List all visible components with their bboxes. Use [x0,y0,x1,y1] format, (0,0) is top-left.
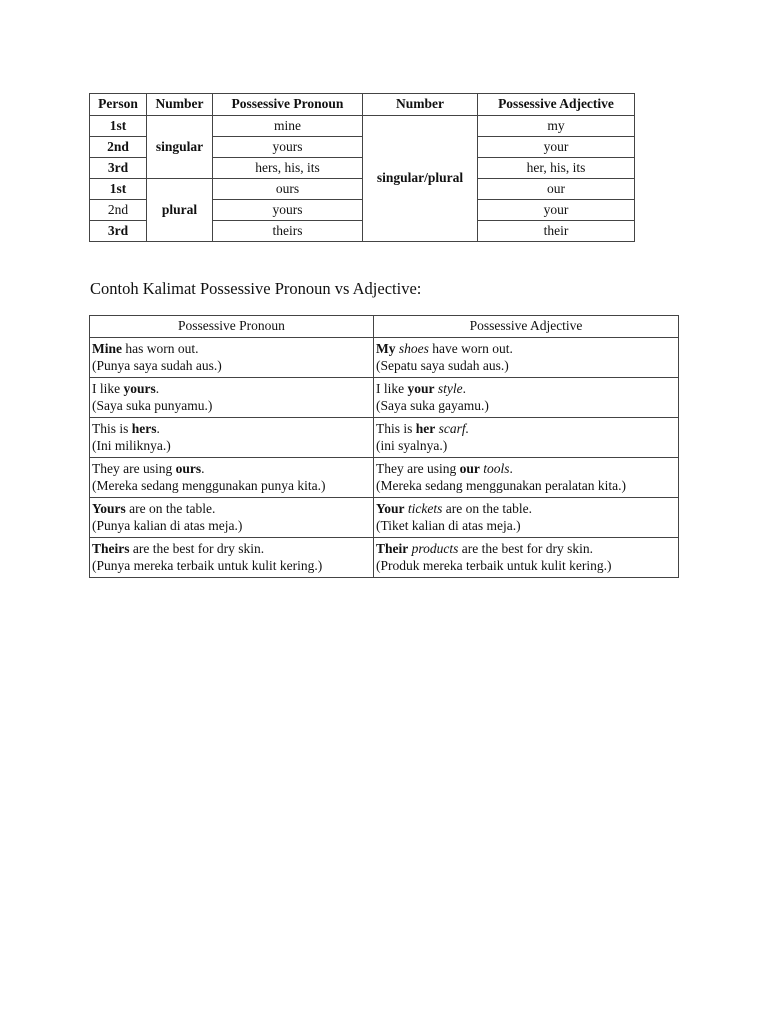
noun-word: products [411,541,459,557]
example-translation: (Punya mereka terbaik untuk kulit kering.) [92,557,323,573]
possessive-word: yours [123,381,156,397]
sentence-prefix: I like [92,381,124,397]
adjective-cell: your [478,200,635,221]
person-cell: 1st [90,116,147,137]
adjective-example-cell [374,378,679,418]
sentence-rest: are on the table. [442,501,532,517]
header-number-adjective: Number [363,94,478,116]
header-possessive-pronoun: Possessive Pronoun [213,94,363,116]
example-translation: (Mereka sedang menggunakan punya kita.) [92,477,326,493]
sentence-rest: . [155,381,160,397]
possessive-word: Yours [92,501,126,517]
possessive-word: your [407,381,435,397]
sentence-rest: are the best for dry skin. [458,541,593,557]
noun-word: tickets [407,501,443,517]
sentence-prefix: This is [376,421,416,437]
sentence-rest: are the best for dry skin. [129,541,265,557]
example-sentence [92,381,373,397]
adjective-example-cell [374,338,679,378]
possessive-word: ours [175,461,202,477]
sentence-rest: . [462,381,466,397]
pronoun-example-cell [90,498,374,538]
header-possessive-adjective: Possessive Adjective [478,94,635,116]
possessive-word: Mine [92,341,122,357]
adjective-cell: your [478,137,635,158]
sentence-prefix: This is [92,421,132,437]
table-row [90,378,679,418]
number-plural-cell: plural [147,179,213,242]
example-rows [90,338,679,578]
adjective-cell: her, his, its [478,158,635,179]
number-singular-plural-cell: singular/plural [363,116,478,242]
pronoun-cell: yours [213,200,363,221]
person-cell: 1st [90,179,147,200]
example-sentences-table [89,315,679,578]
pronoun-example-cell [90,418,374,458]
adjective-cell: my [478,116,635,137]
sentence-rest: . [156,421,160,437]
possessive-word: our [459,461,480,477]
adjective-example-cell [374,458,679,498]
possessive-word: Your [376,501,405,517]
example-translation: (ini syalnya.) [376,437,448,453]
pronoun-example-cell [90,378,374,418]
example-sentence [92,461,373,477]
example-sentence [92,421,373,437]
example-sentence [376,421,678,437]
person-cell: 2nd [90,200,147,221]
pronoun-cell: mine [213,116,363,137]
noun-word: style [437,381,463,397]
example-sentence [92,501,373,517]
example-sentence [92,341,373,357]
example-translation: (Produk mereka terbaik untuk kulit kering.) [376,557,612,573]
noun-word: shoes [398,341,429,357]
pronoun-example-cell [90,338,374,378]
example-translation: (Ini miliknya.) [92,437,171,453]
adjective-example-cell [374,538,679,578]
adjective-cell: their [478,221,635,242]
person-cell: 3rd [90,158,147,179]
header-possessive-pronoun: Possessive Pronoun [90,316,374,338]
pronoun-cell: ours [213,179,363,200]
example-translation: (Tiket kalian di atas meja.) [376,517,521,533]
adjective-example-cell [374,418,679,458]
example-translation: (Saya suka gayamu.) [376,397,489,413]
possessive-word: hers [131,421,157,437]
table-row [90,179,635,200]
example-translation: (Punya kalian di atas meja.) [92,517,243,533]
table-row [90,418,679,458]
header-possessive-adjective: Possessive Adjective [374,316,679,338]
table-row [90,338,679,378]
possessive-word: Theirs [92,541,130,557]
person-cell: 2nd [90,137,147,158]
number-singular-cell: singular [147,116,213,179]
header-number: Number [147,94,213,116]
possessive-word: My [376,341,396,357]
example-sentence [376,501,678,517]
section-heading: Contoh Kalimat Possessive Pronoun vs Adjective: [90,279,422,298]
adjective-example-cell [374,498,679,538]
example-translation: (Punya saya sudah aus.) [92,357,222,373]
pronoun-cell: yours [213,137,363,158]
sentence-prefix: I like [376,381,408,397]
noun-word: scarf. [438,421,470,437]
sentence-rest: . [509,461,513,477]
table-header-row [90,316,679,338]
table-row [90,458,679,498]
example-sentence [92,541,373,557]
table-row [90,538,679,578]
possessive-reference-table [89,93,635,242]
sentence-prefix: They are using [376,461,460,477]
sentence-rest: . [201,461,205,477]
example-translation: (Saya suka punyamu.) [92,397,213,413]
pronoun-cell: hers, his, its [213,158,363,179]
example-sentence [376,341,678,357]
pronoun-example-cell [90,538,374,578]
example-translation: (Sepatu saya sudah aus.) [376,357,509,373]
person-cell: 3rd [90,221,147,242]
pronoun-cell: theirs [213,221,363,242]
sentence-rest: have worn out. [428,341,513,357]
possessive-word: Their [376,541,409,557]
table-header-row [90,94,635,116]
table-row [90,116,635,137]
sentence-rest: are on the table. [125,501,216,517]
noun-word: tools [483,461,510,477]
example-sentence [376,461,678,477]
adjective-cell: our [478,179,635,200]
example-sentence [376,381,678,397]
pronoun-example-cell [90,458,374,498]
example-sentence [376,541,678,557]
example-translation: (Mereka sedang menggunakan peralatan kita.) [376,477,627,493]
sentence-prefix: They are using [92,461,176,477]
table-row [90,498,679,538]
possessive-word: her [415,421,436,437]
sentence-rest: has worn out. [122,341,199,357]
header-person: Person [90,94,147,116]
